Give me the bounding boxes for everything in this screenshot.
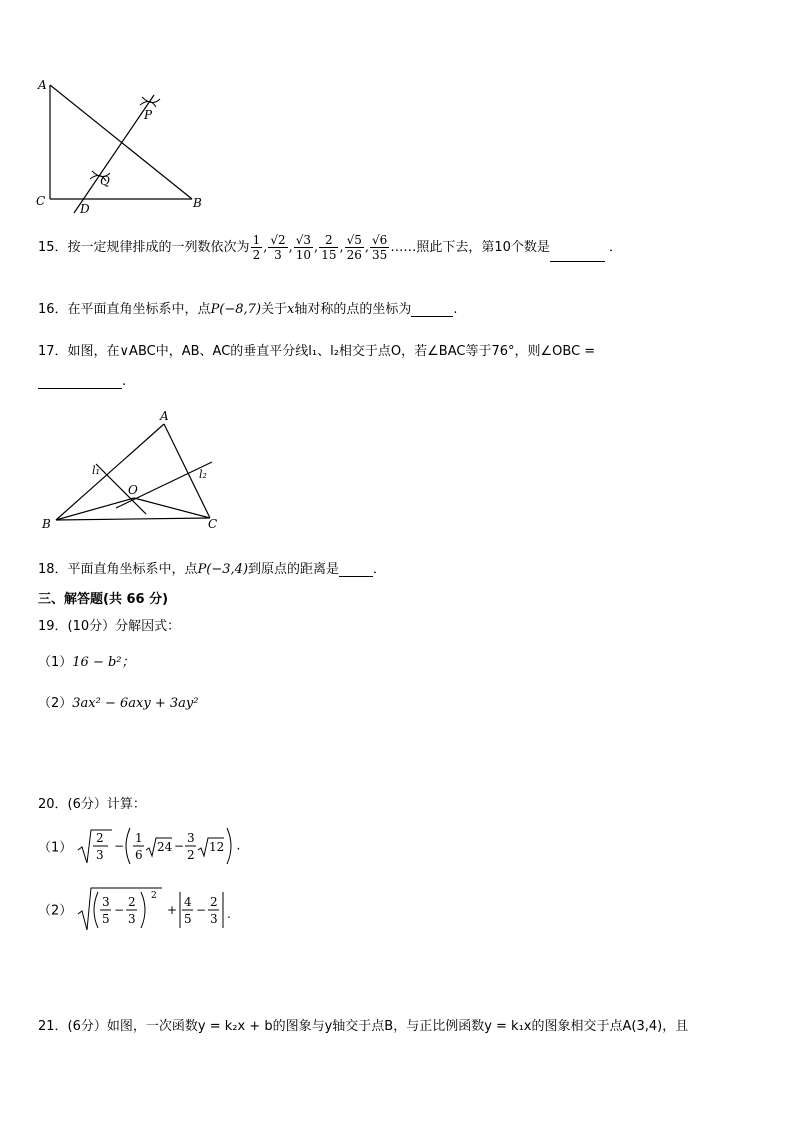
- a-num: 3: [102, 895, 111, 909]
- q20-head: (6分）计算：: [67, 797, 146, 812]
- q17-answer-line: [38, 374, 126, 389]
- question-15: [38, 233, 622, 262]
- side-ab: [50, 85, 192, 199]
- q16-number: 16．: [38, 302, 68, 317]
- q20-number: 20．: [38, 797, 68, 812]
- frac-num: 2: [96, 831, 105, 845]
- q17-text: 如图，在∨ABC中，AB、AC的垂直平分线l₁、l₂相交于点O，若∠BAC等于76°，则∠OBC =: [67, 344, 596, 359]
- q16-text-after: 关于: [261, 302, 288, 317]
- figure-triangle-abc-bisector: [30, 75, 220, 220]
- q19-part-2: [38, 692, 198, 711]
- figure-triangle-circumcenter: [36, 408, 236, 533]
- question-18: [38, 558, 386, 577]
- segment-oc: [134, 498, 210, 518]
- q15-text-before: 按一定规律排成的一列数依次为: [67, 240, 250, 255]
- q20-p1-expr: [76, 826, 236, 866]
- separator-comma: ,: [288, 240, 293, 255]
- rp: [141, 892, 145, 928]
- separator-comma: ,: [263, 240, 268, 255]
- d-num: 2: [210, 895, 219, 909]
- r1: 24: [157, 840, 173, 854]
- separator-comma: ,: [314, 240, 319, 255]
- q17-answer-blank[interactable]: [38, 376, 122, 389]
- fraction-denominator: 2: [252, 248, 261, 262]
- c-num: 4: [184, 895, 193, 909]
- fraction-denominator: 35: [372, 248, 388, 262]
- fraction-denominator: 3: [274, 248, 282, 262]
- f2-den: 2: [187, 848, 196, 862]
- q16-point: P(−8,7): [210, 302, 262, 317]
- fraction-numerator: √5: [346, 233, 362, 247]
- fraction-numerator: √3: [295, 233, 312, 247]
- fraction-numerator: √2: [270, 233, 286, 247]
- q19-p1-label: （1）: [38, 655, 73, 670]
- q18-answer-blank[interactable]: [339, 564, 373, 577]
- lp: [94, 892, 98, 928]
- side-bc-2: [56, 518, 210, 520]
- exp-2: 2: [151, 891, 158, 901]
- minus-4: −: [196, 903, 207, 917]
- f2-num: 3: [187, 831, 196, 845]
- q16-text-after2: 轴对称的点的坐标为: [294, 302, 412, 317]
- label-c: C: [36, 194, 46, 208]
- q20-part-1: （1） 2 3 − 1 6 24 − 3 2 12 .: [38, 826, 241, 866]
- fraction-numerator: 1: [252, 233, 261, 247]
- q15-fraction: [268, 233, 287, 262]
- q15-fraction: [370, 233, 389, 262]
- q19-p2-label: （2）: [38, 696, 73, 711]
- q15-sequence: [250, 233, 391, 262]
- label-p: P: [144, 108, 153, 122]
- fraction-denominator: 10: [295, 248, 312, 262]
- q15-answer-blank[interactable]: [550, 249, 605, 262]
- question-19: [38, 615, 180, 634]
- minus: −: [114, 839, 125, 853]
- f1-den: 6: [135, 848, 144, 862]
- q16-answer-blank[interactable]: [411, 304, 453, 317]
- q18-number: 18．: [38, 562, 68, 577]
- q19-head: (10分）分解因式：: [67, 619, 181, 634]
- q17-end: .: [122, 374, 127, 389]
- q19-part-1: [38, 651, 135, 670]
- fraction-denominator: 15: [321, 248, 337, 262]
- question-21: [38, 1015, 688, 1034]
- r2: 12: [209, 840, 225, 854]
- q15-fraction: [251, 233, 263, 262]
- q20-p2-label: （2）: [38, 903, 73, 919]
- q16-end: .: [453, 302, 458, 317]
- label-b-2: B: [42, 517, 51, 531]
- q15-number: 15．: [38, 240, 68, 255]
- label-l1: l₁: [92, 464, 100, 477]
- a-den: 5: [102, 912, 111, 926]
- q16-text-before: 在平面直角坐标系中，点: [67, 302, 211, 317]
- q15-text-after: ……照此下去，第10个数是: [390, 240, 550, 255]
- q19-p1-expr: 16 − b²；: [72, 655, 135, 670]
- b-den: 3: [128, 912, 137, 926]
- d-den: 3: [210, 912, 219, 926]
- q19-p2-expr: 3ax² − 6axy + 3ay²: [72, 696, 199, 711]
- fraction-denominator: 26: [346, 248, 362, 262]
- section-3-title: 三、解答题(共 66 分): [38, 592, 169, 607]
- q19-number: 19．: [38, 619, 68, 634]
- q18-text-before: 平面直角坐标系中，点: [67, 562, 198, 577]
- q18-text-after: 到原点的距离是: [248, 562, 340, 577]
- frac-den: 3: [96, 848, 105, 862]
- label-b: B: [193, 196, 202, 210]
- q21-number: 21．: [38, 1019, 68, 1034]
- label-a-2: A: [160, 409, 169, 423]
- side-ab-2: [56, 424, 164, 520]
- q16-axis: x: [287, 302, 295, 317]
- label-o: O: [128, 483, 138, 497]
- minus-2: −: [174, 839, 185, 853]
- fraction-numerator: 2: [319, 233, 338, 248]
- q15-fraction: [319, 233, 338, 262]
- q21-text: (6分）如图，一次函数y = k₂x + b的图象与y轴交于点B，与正比例函数y = k₁x的图象相交于点A(3,4)，且: [67, 1019, 689, 1034]
- q18-point: P(−3,4): [197, 562, 249, 577]
- q15-fraction: [345, 233, 364, 262]
- minus-3: −: [114, 903, 125, 917]
- q15-fraction: [294, 233, 313, 262]
- question-16: [38, 298, 458, 317]
- q18-end: ．: [373, 562, 387, 577]
- question-20: [38, 793, 146, 812]
- bisector-line: [74, 95, 154, 213]
- q20-p2-expr: [76, 886, 246, 932]
- plus: +: [167, 903, 178, 917]
- q15-end: ．: [609, 240, 623, 255]
- label-l2: l₂: [199, 468, 207, 481]
- q20-part-2: [38, 886, 246, 932]
- separator-comma: ,: [364, 240, 370, 255]
- label-q: Q: [100, 174, 110, 188]
- right-paren: [227, 828, 231, 864]
- fraction-numerator: √6: [372, 233, 388, 247]
- period: .: [227, 907, 232, 921]
- b-num: 2: [128, 895, 137, 909]
- label-d: D: [80, 202, 90, 216]
- q17-number: 17．: [38, 344, 68, 359]
- left-paren: [126, 828, 130, 864]
- question-17: [38, 340, 595, 359]
- q20-p1-label: （1）: [38, 840, 73, 856]
- label-a: A: [38, 78, 47, 92]
- separator-comma: ,: [339, 240, 344, 255]
- f1-num: 1: [135, 831, 144, 845]
- c-den: 5: [184, 912, 193, 926]
- label-c-2: C: [208, 517, 218, 531]
